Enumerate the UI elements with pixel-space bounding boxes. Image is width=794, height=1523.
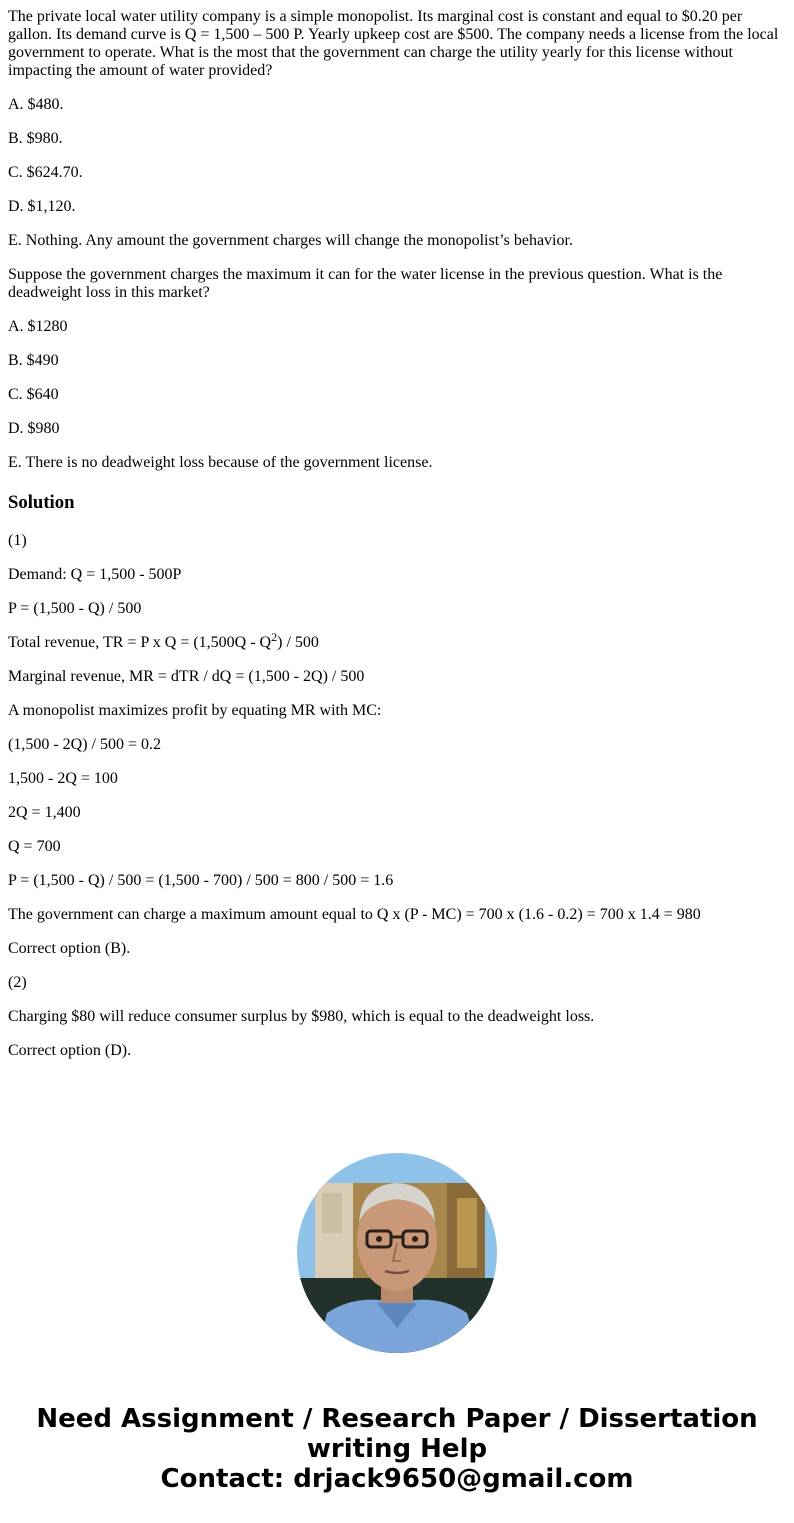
question-2-option-a: A. $1280 (8, 318, 68, 335)
solution-step-1: (1,500 - 2Q) / 500 = 0.2 (8, 736, 162, 753)
total-revenue-exponent: 2 (271, 630, 278, 644)
solution-step-3: 2Q = 1,400 (8, 804, 81, 821)
solution-step-6: The government can charge a maximum amount equal to Q x (P - MC) = 700 x (1.6 - 0.2) = 700 x 1.4 = 980 (8, 906, 701, 923)
answer-1: Correct option (B). (8, 940, 131, 957)
profit-max-rule: A monopolist maximizes profit by equating MR with MC: (8, 702, 382, 719)
question-1-option-a: A. $480. (8, 96, 64, 113)
solution-step-4: Q = 700 (8, 838, 61, 855)
deadweight-explanation: Charging $80 will reduce consumer surplus by $980, which is equal to the deadweight loss. (8, 1008, 595, 1025)
solution-step-2: 1,500 - 2Q = 100 (8, 770, 118, 787)
footer-contact: Contact: drjack9650@gmail.com (160, 1464, 634, 1494)
solution-part-2-label: (2) (8, 974, 27, 991)
question-2-option-b: B. $490 (8, 352, 59, 369)
question-2-text: Suppose the government charges the maximum it can for the water license in the previous question. What is the deadweight loss in this market? (8, 266, 723, 301)
question-1-text: The private local water utility company is a simple monopolist. Its marginal cost is constant and equal to $0.20 per gallon. Its demand curve is Q = 1,500 – 500 P. Yearly upkeep cost are $500. The company needs a license from the local government to operate. What is the most that the government can charge the utility yearly for this license without impacting the amount of water provided? (8, 8, 779, 79)
total-revenue-equation (8, 630, 786, 652)
document-body (8, 8, 786, 1076)
author-portrait-image (297, 1153, 497, 1353)
question-1-option-b: B. $980. (8, 130, 63, 147)
solution-part-1-label: (1) (8, 532, 27, 549)
question-1-option-e: E. Nothing. Any amount the government charges will change the monopolist’s behavior. (8, 232, 573, 249)
footer-line-1: Need Assignment / Research Paper / Dissertation (36, 1404, 758, 1434)
question-2-option-e: E. There is no deadweight loss because of the government license. (8, 454, 433, 471)
question-1-option-c: C. $624.70. (8, 164, 83, 181)
solution-step-5: P = (1,500 - Q) / 500 = (1,500 - 700) / 500 = 800 / 500 = 1.6 (8, 872, 394, 889)
price-equation: P = (1,500 - Q) / 500 (8, 600, 142, 617)
footer-line-2: writing Help (306, 1434, 488, 1464)
answer-2: Correct option (D). (8, 1042, 132, 1059)
footer-banner (0, 1404, 794, 1494)
marginal-revenue-equation: Marginal revenue, MR = dTR / dQ = (1,500 - 2Q) / 500 (8, 668, 365, 685)
question-1-option-d: D. $1,120. (8, 198, 76, 215)
author-avatar (297, 1153, 497, 1353)
question-2-option-d: D. $980 (8, 420, 60, 437)
total-revenue-prefix: Total revenue, TR = P x Q = (1,500Q - Q (8, 634, 272, 651)
demand-equation: Demand: Q = 1,500 - 500P (8, 566, 182, 583)
solution-heading: Solution (8, 492, 75, 513)
total-revenue-suffix: ) / 500 (277, 634, 319, 651)
question-2-option-c: C. $640 (8, 386, 59, 403)
